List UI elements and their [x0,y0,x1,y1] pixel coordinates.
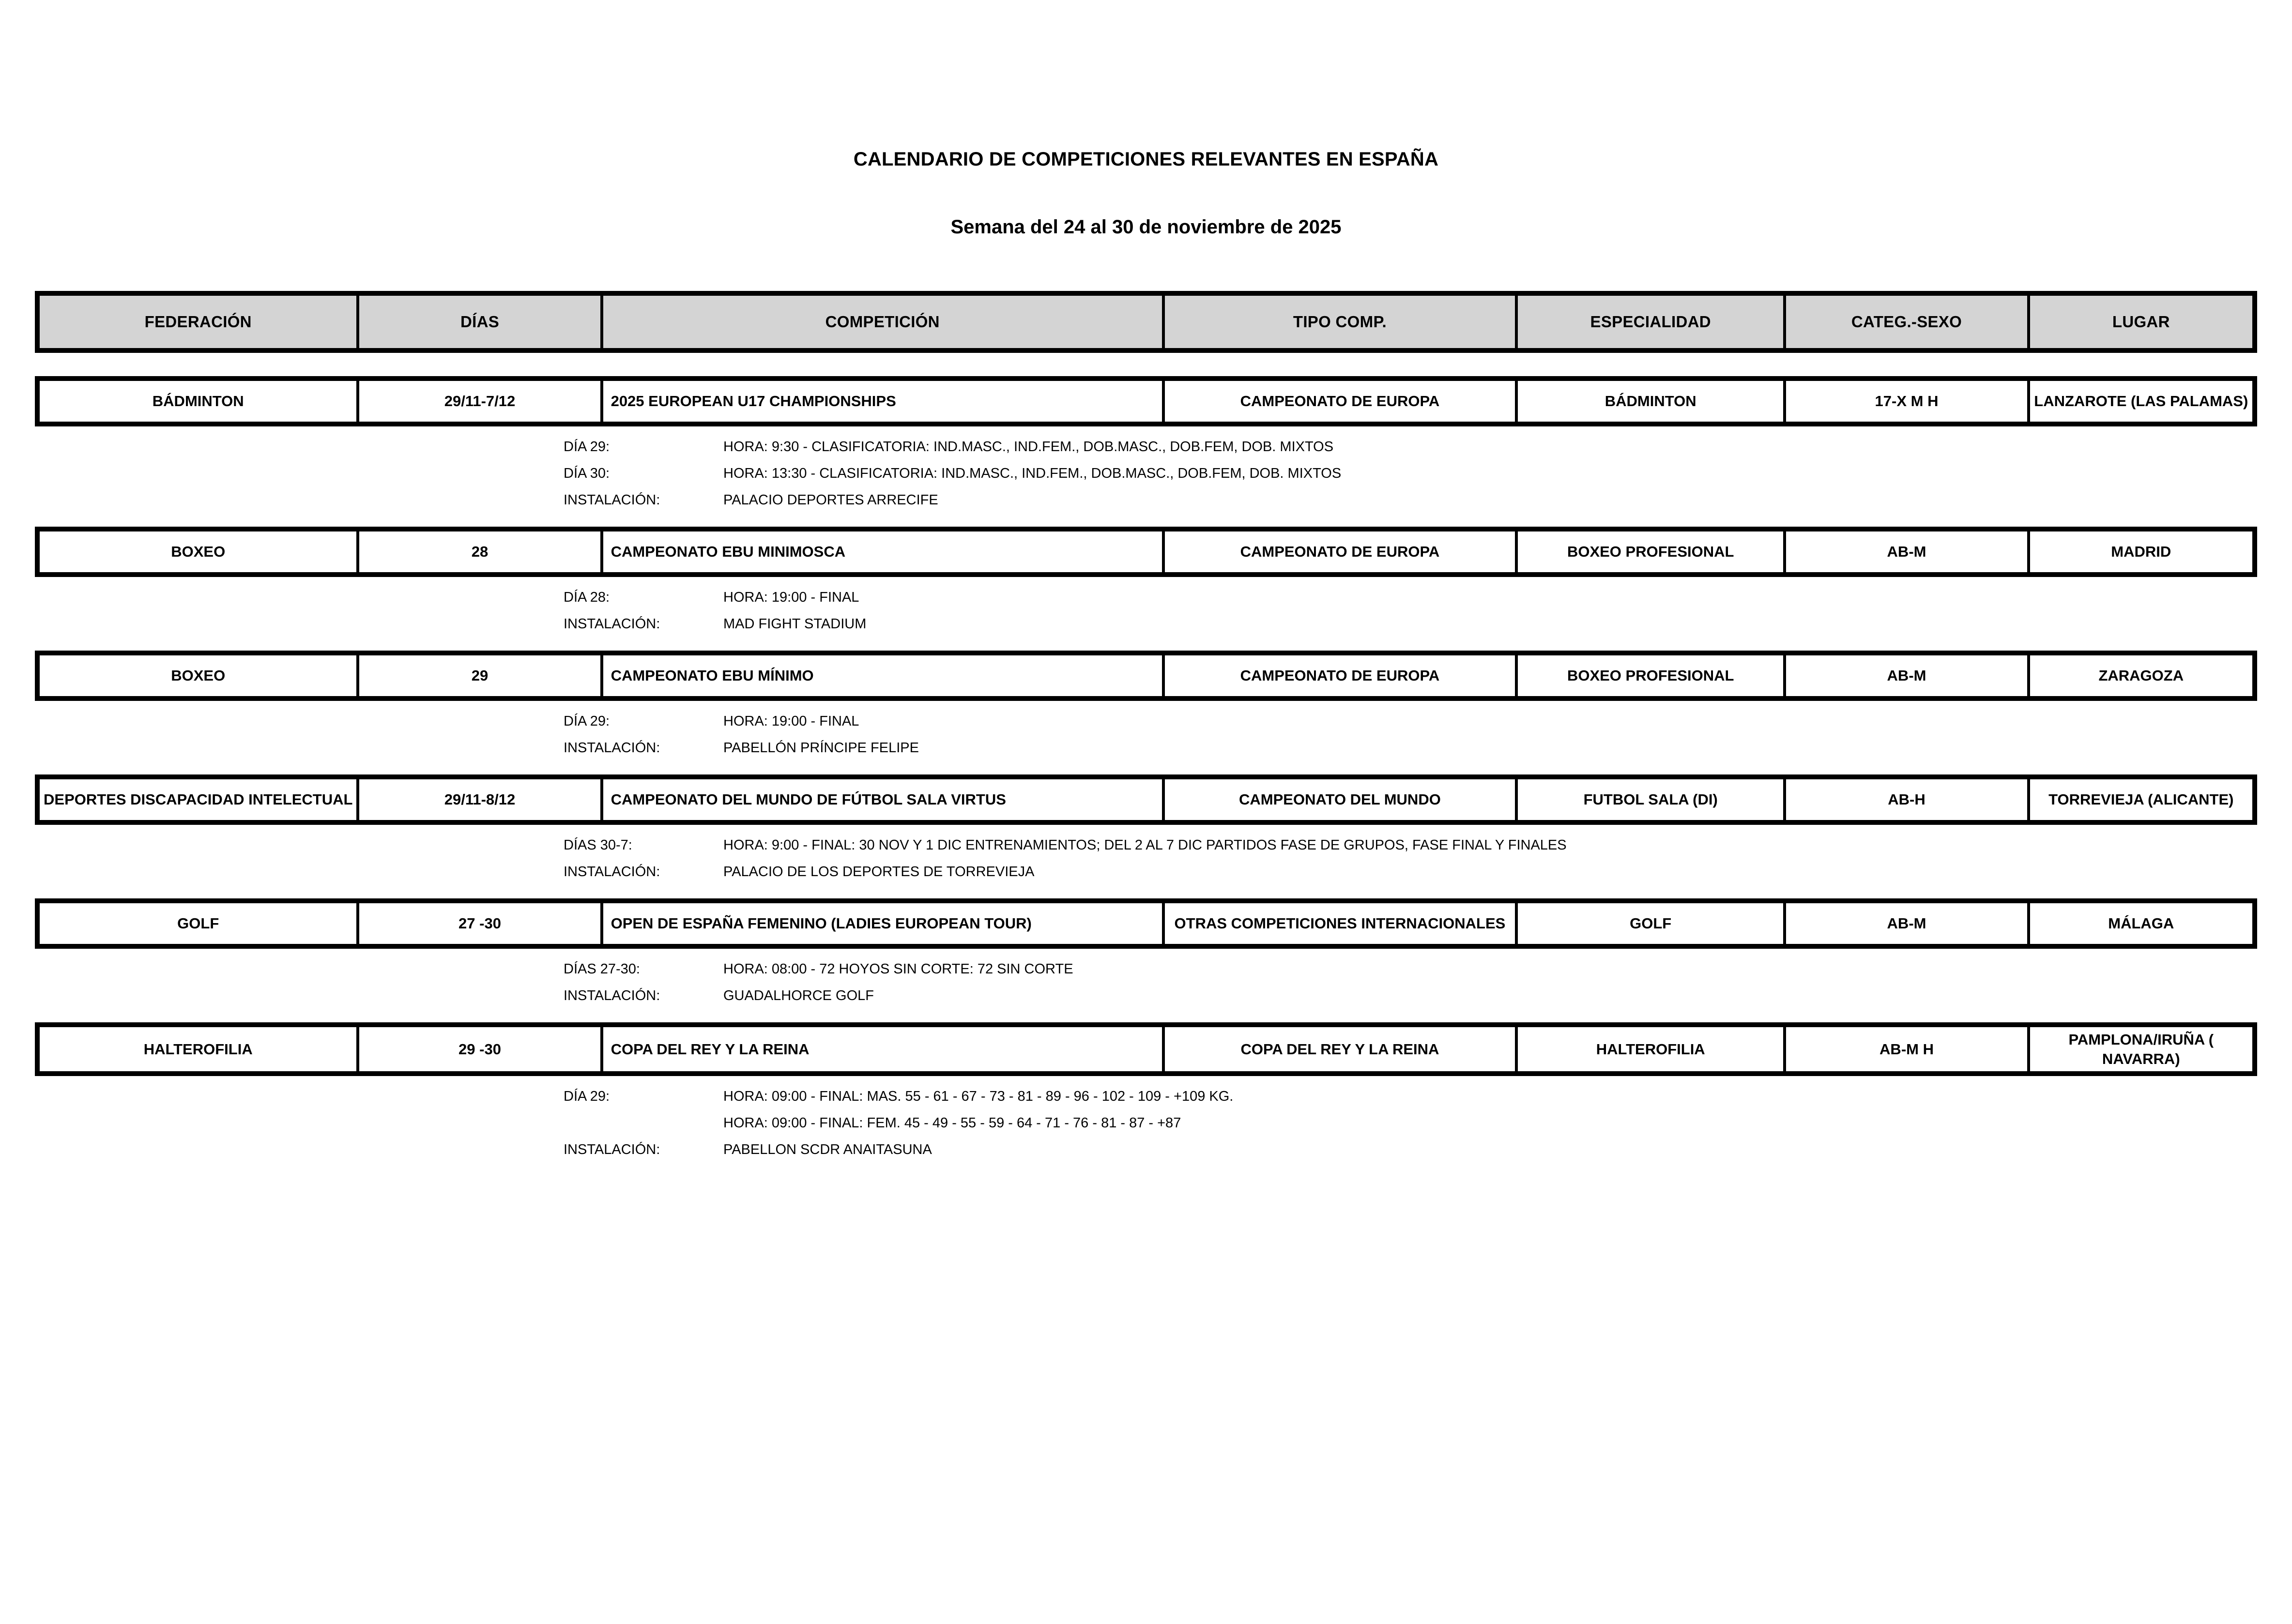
event-detail-block [35,577,2257,651]
cell-dias: 29/11-7/12 [358,376,601,426]
event-detail-block [35,701,2257,774]
detail-value: GUADALHORCE GOLF [723,988,874,1003]
cell-especialidad: BÁDMINTON [1516,376,1785,426]
detail-row [35,1076,2257,1176]
cell-categoria-sexo: AB-M [1785,527,2028,577]
cell-especialidad: HALTEROFILIA [1516,1022,1785,1076]
detail-label: INSTALACIÓN: [564,616,660,632]
detail-line [564,741,2257,755]
cell-federacion: GOLF [35,898,358,949]
cell-federacion: BOXEO [35,527,358,577]
detail-row [35,825,2257,898]
cell-competicion: CAMPEONATO EBU MÍNIMO [602,651,1163,701]
detail-label: DÍA 29: [564,439,610,455]
cell-tipo: CAMPEONATO DE EUROPA [1163,527,1516,577]
column-header-tipo: TIPO COMP. [1163,291,1516,353]
cell-lugar: MÁLAGA [2029,898,2257,949]
detail-row [35,949,2257,1022]
cell-competicion: 2025 EUROPEAN U17 CHAMPIONSHIPS [602,376,1163,426]
detail-line [564,467,2257,481]
column-header-especialidad: ESPECIALIDAD [1516,291,1785,353]
detail-value: PABELLON SCDR ANAITASUNA [723,1142,932,1158]
column-header-lugar: LUGAR [2029,291,2257,353]
column-header-dias: DÍAS [358,291,601,353]
detail-value: HORA: 9:00 - FINAL: 30 NOV Y 1 DIC ENTRENAMIENTOS; DEL 2 AL 7 DIC PARTIDOS FASE DE GRUPOS, FASE FINAL Y FINALES [723,837,1567,853]
detail-value: HORA: 19:00 - FINAL [723,713,859,729]
cell-federacion: HALTEROFILIA [35,1022,358,1076]
cell-tipo: CAMPEONATO DE EUROPA [1163,376,1516,426]
detail-line [564,1143,2257,1157]
detail-value: HORA: 09:00 - FINAL: MAS. 55 - 61 - 67 - 73 - 81 - 89 - 96 - 102 - 109 - +109 KG. [723,1089,1234,1105]
detail-label: DÍA 29: [564,713,610,729]
detail-line [564,962,2257,976]
cell-especialidad: GOLF [1516,898,1785,949]
detail-line [564,865,2257,879]
detail-label: INSTALACIÓN: [564,1142,660,1158]
table-row [35,651,2257,701]
cell-dias: 28 [358,527,601,577]
cell-especialidad: BOXEO PROFESIONAL [1516,527,1785,577]
detail-cell [35,577,2257,651]
detail-line [564,838,2257,852]
detail-label: DÍA 29: [564,1089,610,1105]
detail-row [35,426,2257,527]
detail-label: DÍA 28: [564,590,610,605]
detail-cell [35,949,2257,1022]
table-header-row [35,291,2257,353]
cell-especialidad: FUTBOL SALA (DI) [1516,774,1785,825]
cell-especialidad: BOXEO PROFESIONAL [1516,651,1785,701]
detail-value: HORA: 09:00 - FINAL: FEM. 45 - 49 - 55 - 59 - 64 - 71 - 76 - 81 - 87 - +87 [723,1115,1181,1131]
cell-lugar: TORREVIEJA (ALICANTE) [2029,774,2257,825]
detail-value: HORA: 08:00 - 72 HOYOS SIN CORTE: 72 SIN CORTE [723,961,1073,977]
column-header-federacion: FEDERACIÓN [35,291,358,353]
detail-line [564,714,2257,729]
cell-lugar: LANZAROTE (LAS PALAMAS) [2029,376,2257,426]
cell-dias: 29 [358,651,601,701]
cell-dias: 29/11-8/12 [358,774,601,825]
cell-tipo: OTRAS COMPETICIONES INTERNACIONALES [1163,898,1516,949]
cell-categoria-sexo: AB-M H [1785,1022,2028,1076]
detail-value: HORA: 9:30 - CLASIFICATORIA: IND.MASC., IND.FEM., DOB.MASC., DOB.FEM, DOB. MIXTOS [723,439,1334,455]
table-row [35,898,2257,949]
event-detail-block [35,949,2257,1022]
cell-federacion: DEPORTES DISCAPACIDAD INTELECTUAL [35,774,358,825]
detail-row [35,577,2257,651]
detail-line [564,989,2257,1003]
table-row [35,774,2257,825]
cell-lugar: ZARAGOZA [2029,651,2257,701]
cell-tipo: CAMPEONATO DEL MUNDO [1163,774,1516,825]
detail-row [35,701,2257,774]
column-header-competicion: COMPETICIÓN [602,291,1163,353]
detail-label: DÍAS 30-7: [564,837,632,853]
detail-line [564,1116,2257,1130]
cell-tipo: COPA DEL REY Y LA REINA [1163,1022,1516,1076]
cell-competicion: OPEN DE ESPAÑA FEMENINO (LADIES EUROPEAN TOUR) [602,898,1163,949]
detail-line [564,1090,2257,1104]
detail-line [564,591,2257,605]
table-row [35,527,2257,577]
detail-label: INSTALACIÓN: [564,740,660,756]
cell-categoria-sexo: AB-M [1785,651,2028,701]
table-spacer-cell [35,353,2257,376]
detail-cell [35,426,2257,527]
table-row [35,1022,2257,1076]
detail-cell [35,701,2257,774]
detail-label: DÍA 30: [564,466,610,481]
detail-line [564,440,2257,454]
page-subtitle: Semana del 24 al 30 de noviembre de 2025 [950,216,1342,238]
detail-value: HORA: 19:00 - FINAL [723,590,859,605]
detail-label: INSTALACIÓN: [564,864,660,880]
detail-value: PALACIO DE LOS DEPORTES DE TORREVIEJA [723,864,1035,880]
cell-competicion: CAMPEONATO EBU MINIMOSCA [602,527,1163,577]
table-row [35,376,2257,426]
cell-competicion: CAMPEONATO DEL MUNDO DE FÚTBOL SALA VIRTUS [602,774,1163,825]
cell-lugar: MADRID [2029,527,2257,577]
detail-line [564,617,2257,631]
cell-tipo: CAMPEONATO DE EUROPA [1163,651,1516,701]
event-detail-block [35,825,2257,898]
detail-cell [35,1076,2257,1176]
page-title: CALENDARIO DE COMPETICIONES RELEVANTES EN ESPAÑA [853,149,1439,170]
cell-competicion: COPA DEL REY Y LA REINA [602,1022,1163,1076]
cell-dias: 29 -30 [358,1022,601,1076]
detail-line [564,493,2257,507]
cell-categoria-sexo: AB-H [1785,774,2028,825]
cell-categoria-sexo: 17-X M H [1785,376,2028,426]
detail-label: INSTALACIÓN: [564,492,660,508]
cell-lugar: PAMPLONA/IRUÑA ( NAVARRA) [2029,1022,2257,1076]
detail-value: MAD FIGHT STADIUM [723,616,867,632]
column-header-categoria-sexo: CATEG.-SEXO [1785,291,2028,353]
competition-calendar-table [35,291,2257,1176]
event-detail-block [35,426,2257,527]
detail-value: PALACIO DEPORTES ARRECIFE [723,492,938,508]
cell-dias: 27 -30 [358,898,601,949]
detail-value: PABELLÓN PRÍNCIPE FELIPE [723,740,919,756]
cell-federacion: BOXEO [35,651,358,701]
detail-label: INSTALACIÓN: [564,988,660,1003]
cell-federacion: BÁDMINTON [35,376,358,426]
detail-value: HORA: 13:30 - CLASIFICATORIA: IND.MASC., IND.FEM., DOB.MASC., DOB.FEM, DOB. MIXTOS [723,466,1342,481]
detail-label: DÍAS 27-30: [564,961,640,977]
event-detail-block [35,1076,2257,1176]
table-spacer [35,353,2257,376]
detail-cell [35,825,2257,898]
cell-categoria-sexo: AB-M [1785,898,2028,949]
